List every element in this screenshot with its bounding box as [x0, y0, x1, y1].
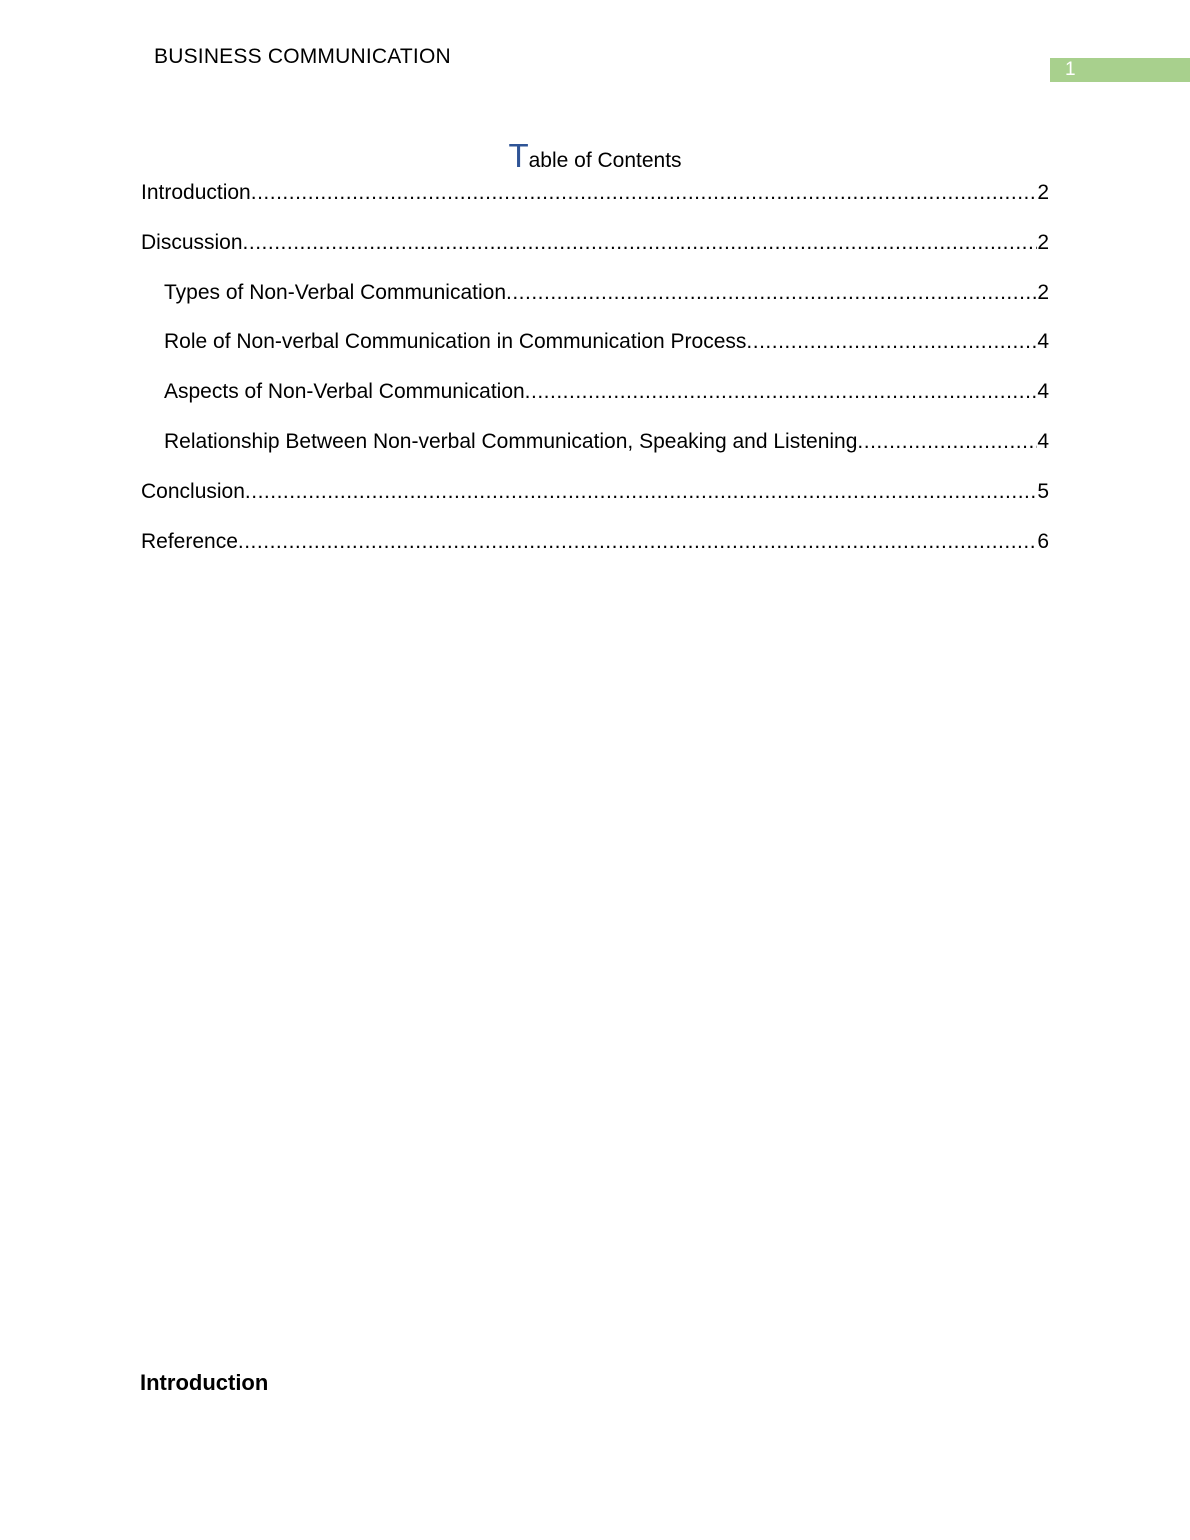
toc-leader-dots — [245, 477, 1037, 507]
toc-entry-page: 4 — [1037, 380, 1049, 403]
toc-entry-page: 4 — [1037, 330, 1049, 353]
toc-leader-dots — [525, 377, 1038, 407]
page-number: 1 — [1065, 59, 1076, 80]
toc-entry-label: Aspects of Non-Verbal Communication — [164, 380, 525, 403]
toc-entry-page: 6 — [1037, 530, 1049, 553]
running-header: BUSINESS COMMUNICATION — [154, 45, 451, 68]
toc-entry-conclusion[interactable] — [141, 477, 1049, 507]
toc-entry-role-of-non-verbal-communication[interactable] — [164, 327, 1049, 357]
toc-leader-dots — [251, 178, 1038, 208]
toc-title-initial: T — [508, 137, 529, 174]
toc-entry-page: 4 — [1037, 430, 1049, 453]
toc-entry-label: Discussion — [141, 231, 243, 254]
toc-leader-dots — [243, 228, 1038, 258]
toc-entry-label: Reference — [141, 530, 238, 553]
toc-leader-dots — [746, 327, 1037, 357]
toc-title-rest: able of Contents — [528, 149, 682, 172]
toc-entry-discussion[interactable] — [141, 228, 1049, 258]
toc-title — [0, 137, 1190, 175]
toc-entry-label: Relationship Between Non-verbal Communication, Speaking and Listening — [164, 430, 858, 453]
toc-entry-relationship-between-non-verbal-communication[interactable] — [164, 427, 1049, 457]
toc-entry-page: 2 — [1037, 231, 1049, 254]
page-number-badge — [1050, 58, 1190, 82]
toc-leader-dots — [238, 527, 1037, 557]
toc-entry-reference[interactable] — [141, 527, 1049, 557]
toc-entry-types-of-non-verbal-communication[interactable] — [164, 278, 1049, 308]
toc-entry-label: Introduction — [141, 181, 251, 204]
toc-entry-page: 2 — [1037, 181, 1049, 204]
toc-leader-dots — [857, 427, 1037, 457]
toc-entry-aspects-of-non-verbal-communication[interactable] — [164, 377, 1049, 407]
toc-entry-label: Types of Non-Verbal Communication — [164, 281, 506, 304]
toc-leader-dots — [506, 278, 1037, 308]
toc-entry-label: Role of Non-verbal Communication in Communication Process — [164, 330, 747, 353]
toc-entry-page: 2 — [1037, 281, 1049, 304]
section-heading-introduction: Introduction — [140, 1370, 269, 1395]
toc-entry-page: 5 — [1037, 480, 1049, 503]
toc-entry-label: Conclusion — [141, 480, 245, 503]
toc-entry-introduction[interactable] — [141, 178, 1049, 208]
